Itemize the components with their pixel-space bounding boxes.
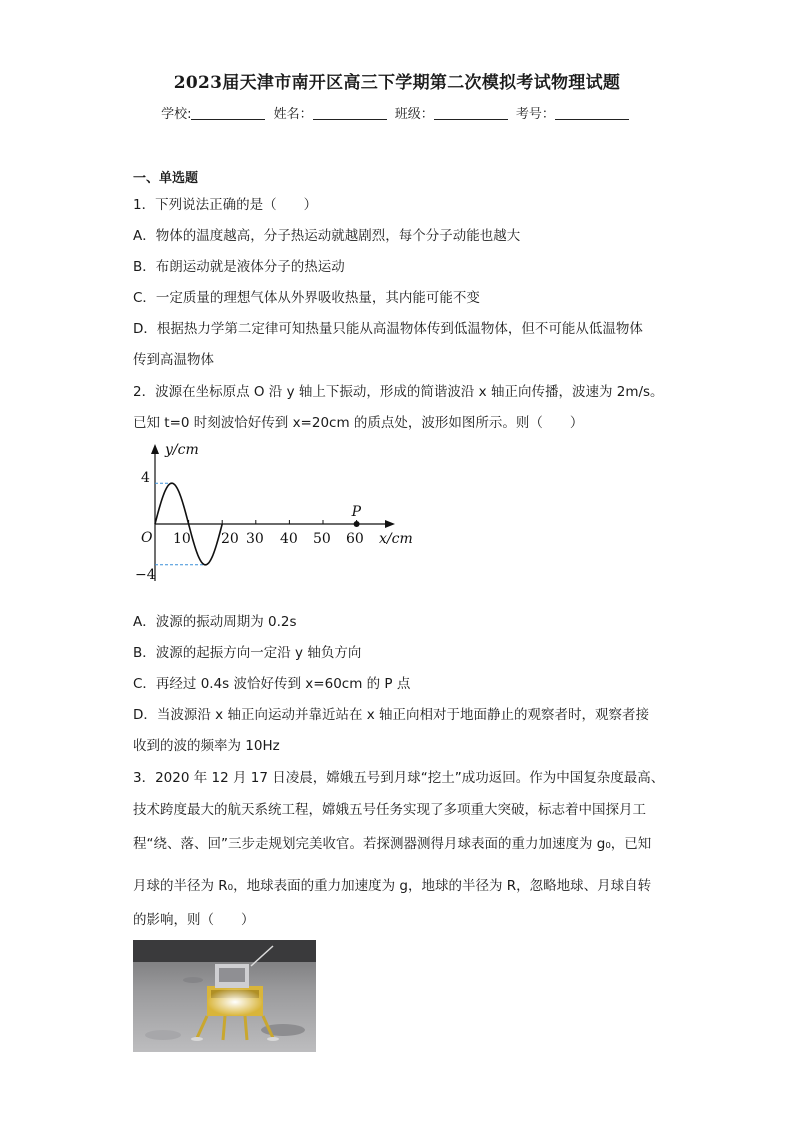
point-p-label: P bbox=[351, 504, 362, 520]
name-label: 姓名： bbox=[273, 107, 313, 122]
exam-number-label: 考号： bbox=[515, 107, 555, 122]
x-tick-label-40: 40 bbox=[280, 531, 298, 547]
x-axis-arrow-icon bbox=[385, 520, 395, 528]
name-blank[interactable] bbox=[313, 106, 387, 120]
wave-figure bbox=[133, 436, 423, 586]
x-tick-label-10: 10 bbox=[173, 531, 191, 547]
q3-stem: 3．2020 年 12 月 17 日凌晨，嫦娥五号到月球“挖土”成功返回。作为中国复杂度最高、 bbox=[133, 770, 665, 786]
y-tick-label-neg4: −4 bbox=[135, 567, 156, 583]
x-tick-label-60: 60 bbox=[346, 531, 364, 547]
class-blank[interactable] bbox=[434, 106, 508, 120]
q2-stem-cont: 已知 t=0 时刻波恰好传到 x=20cm 的质点处，波形如图所示。则（ ） bbox=[133, 415, 584, 431]
class-label: 班级： bbox=[394, 107, 434, 122]
x-tick-label-50: 50 bbox=[313, 531, 331, 547]
lunar-lander-photo bbox=[133, 940, 316, 1052]
section-heading: 一、单选题 bbox=[133, 171, 199, 186]
exam-title: 2023届天津市南开区高三下学期第二次模拟考试物理试题 bbox=[173, 73, 621, 93]
x-tick-label-30: 30 bbox=[246, 531, 264, 547]
exam-number-blank[interactable] bbox=[555, 106, 629, 120]
q1-option-a: A．物体的温度越高，分子热运动就越剧烈，每个分子动能也越大 bbox=[133, 228, 521, 244]
school-label: 学校: bbox=[161, 107, 192, 122]
student-info-row bbox=[0, 103, 794, 122]
x-tick-label-20: 20 bbox=[221, 531, 239, 547]
q1-option-b: B．布朗运动就是液体分子的热运动 bbox=[133, 259, 345, 275]
x-axis-label: x/cm bbox=[379, 531, 413, 547]
q1-option-d: D．根据热力学第二定律可知热量只能从高温物体传到低温物体，但不可能从低温物体 bbox=[133, 321, 643, 337]
q1-stem: 1．下列说法正确的是（ ） bbox=[133, 197, 318, 213]
y-axis-label: y/cm bbox=[165, 442, 199, 458]
q3-stem-cont1: 技术跨度最大的航天系统工程，嫦娥五号任务实现了多项重大突破，标志着中国探月工 bbox=[133, 802, 646, 818]
y-tick-label-4: 4 bbox=[141, 470, 150, 486]
y-axis-arrow-icon bbox=[151, 444, 159, 454]
q3-stem-cont4: 的影响，则（ ） bbox=[133, 912, 255, 928]
q2-option-b: B．波源的起振方向一定沿 y 轴负方向 bbox=[133, 645, 362, 661]
q3-stem-cont2: 程“绕、落、回”三步走规划完美收官。若探测器测得月球表面的重力加速度为 g₀，已知 bbox=[133, 836, 652, 852]
q2-option-c: C．再经过 0.4s 波恰好传到 x=60cm 的 P 点 bbox=[133, 676, 411, 692]
school-blank[interactable] bbox=[191, 106, 265, 120]
origin-label: O bbox=[141, 530, 153, 546]
q2-option-d: D．当波源沿 x 轴正向运动并靠近站在 x 轴正向相对于地面静止的观察者时，观察者接 bbox=[133, 707, 650, 723]
q2-option-d-cont: 收到的波的频率为 10Hz bbox=[133, 738, 280, 754]
q1-option-d-cont: 传到高温物体 bbox=[133, 352, 214, 368]
q3-stem-cont3: 月球的半径为 R₀，地球表面的重力加速度为 g，地球的半径为 R，忽略地球、月球自转 bbox=[133, 878, 652, 894]
q2-option-a: A．波源的振动周期为 0.2s bbox=[133, 614, 297, 630]
q2-stem: 2．波源在坐标原点 O 沿 y 轴上下振动，形成的简谐波沿 x 轴正向传播，波速为 2m/s。 bbox=[133, 384, 664, 400]
point-p-marker bbox=[354, 521, 360, 527]
q1-option-c: C．一定质量的理想气体从外界吸收热量，其内能可能不变 bbox=[133, 290, 480, 306]
